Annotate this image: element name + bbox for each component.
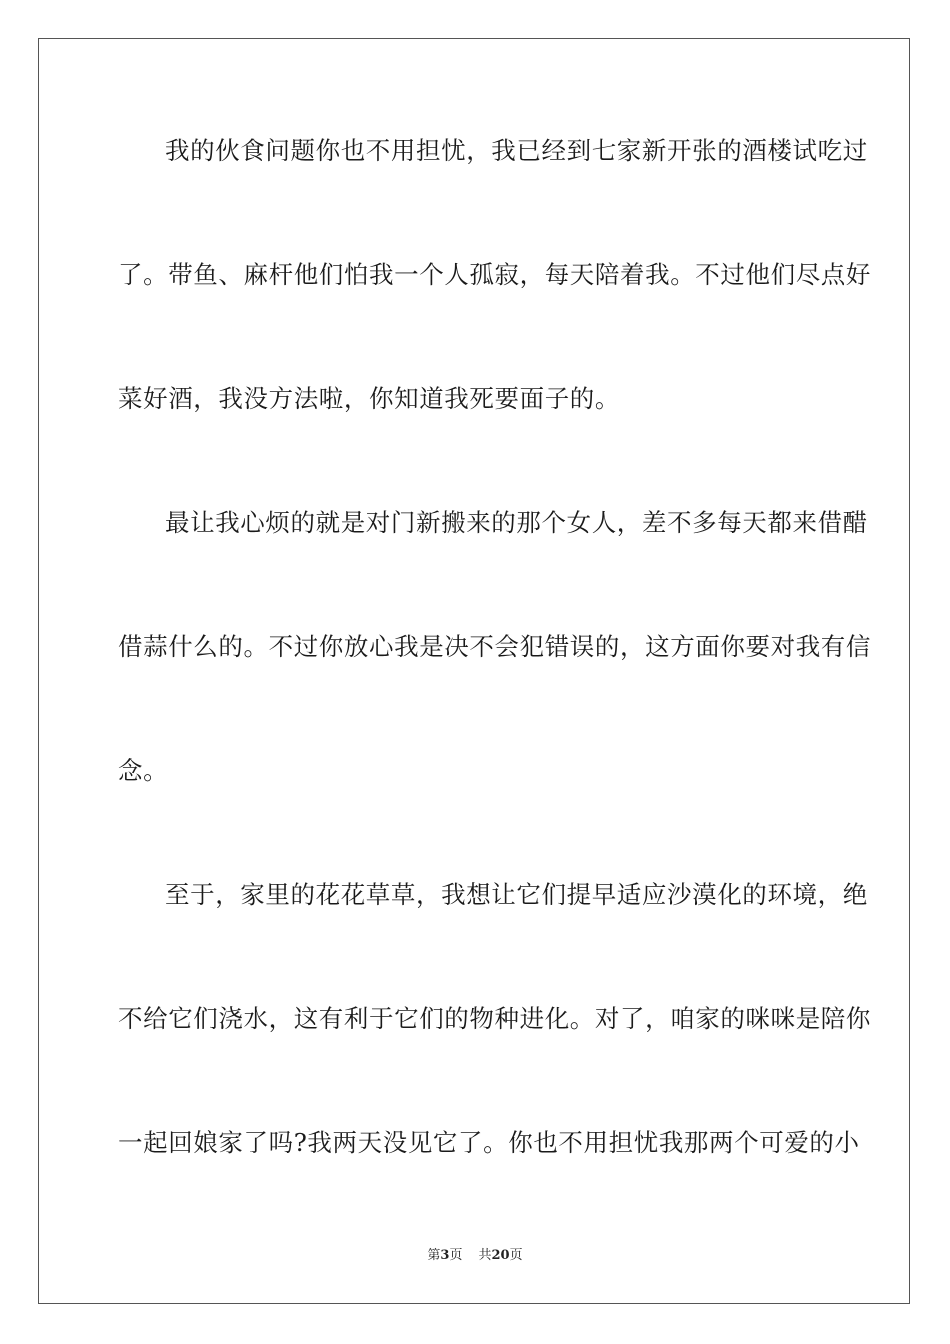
total-suffix: 页 (509, 1248, 523, 1263)
paragraph-1-line-2: 了。带鱼、麻杆他们怕我一个人孤寂，每天陪着我。不过他们尽点好 (118, 260, 871, 289)
page-suffix: 页 (449, 1248, 463, 1263)
total-pages: 20 (491, 1248, 510, 1263)
page-border (38, 38, 910, 1304)
page-number: 3 (440, 1248, 450, 1263)
page-prefix: 第 (427, 1248, 441, 1263)
page-footer (0, 1248, 950, 1264)
paragraph-3-line-2: 不给它们浇水，这有利于它们的物种进化。对了，咱家的咪咪是陪你 (118, 1004, 871, 1033)
paragraph-1-line-1: 我的伙食问题你也不用担忧，我已经到七家新开张的酒楼试吃过 (165, 136, 868, 165)
paragraph-1-line-3: 菜好酒，我没方法啦，你知道我死要面子的。 (118, 384, 620, 413)
paragraph-2-line-3: 念。 (118, 756, 169, 785)
paragraph-2-line-2: 借蒜什么的。不过你放心我是决不会犯错误的，这方面你要对我有信 (118, 632, 871, 661)
total-prefix: 共 (478, 1248, 492, 1263)
paragraph-3-line-1: 至于，家里的花花草草，我想让它们提早适应沙漠化的环境，绝 (165, 880, 868, 909)
paragraph-2-line-1: 最让我心烦的就是对门新搬来的那个女人，差不多每天都来借醋 (165, 508, 868, 537)
paragraph-3-line-3: 一起回娘家了吗?我两天没见它了。你也不用担忧我那两个可爱的小 (118, 1128, 860, 1157)
